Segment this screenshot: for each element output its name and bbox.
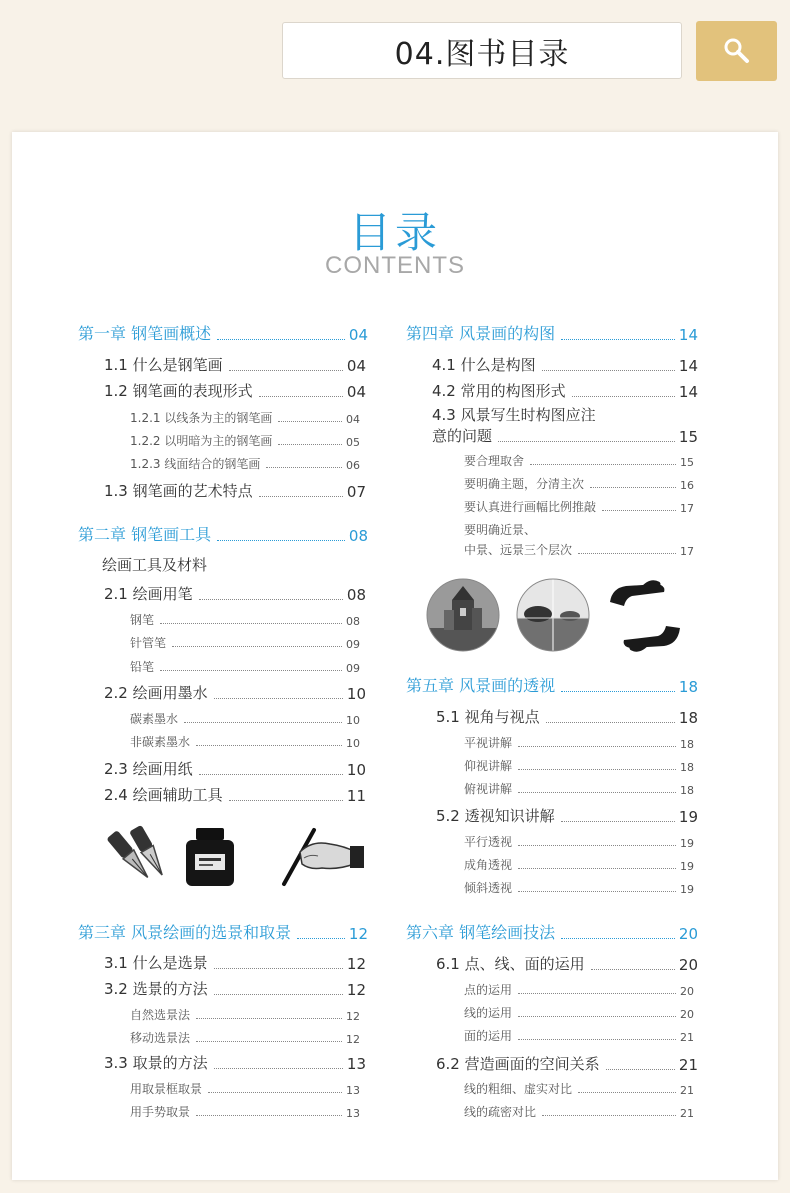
entry-label: 碳素墨水 — [130, 712, 179, 726]
toc-subentry[interactable] — [130, 659, 360, 675]
dot-leader — [518, 868, 676, 869]
page-number: 10 — [346, 761, 366, 779]
toc-entry[interactable] — [432, 405, 698, 425]
toc-subentry[interactable] — [130, 734, 360, 750]
entry-label: 要合理取舍 — [464, 454, 525, 468]
entry-label: 针管笔 — [130, 636, 167, 650]
dot-leader — [184, 722, 342, 723]
toc-subentry[interactable] — [464, 499, 694, 515]
page-number: 15 — [680, 456, 694, 469]
page-number: 20 — [678, 956, 698, 974]
entry-label: 倾斜透视 — [464, 881, 513, 895]
dot-leader — [229, 800, 343, 801]
page-number: 21 — [680, 1084, 694, 1097]
dot-leader — [196, 1115, 342, 1116]
entry-label: 铅笔 — [130, 660, 155, 674]
entry-label: 线的疏密对比 — [464, 1105, 537, 1119]
toc-subentry[interactable] — [130, 1081, 360, 1097]
page-number: 06 — [346, 459, 360, 472]
page-number: 21 — [680, 1107, 694, 1120]
dot-leader — [196, 1041, 342, 1042]
chapter-4[interactable] — [406, 324, 698, 344]
dot-leader — [518, 1039, 676, 1040]
dot-leader — [214, 1068, 343, 1069]
dot-leader — [606, 1069, 675, 1070]
entry-label: 平行透视 — [464, 835, 513, 849]
chapter-5[interactable] — [406, 676, 698, 696]
entry-label: 用手势取景 — [130, 1105, 191, 1119]
entry-label: 6.2 营造画面的空间关系 — [436, 1055, 600, 1073]
toc-subentry[interactable] — [464, 857, 694, 873]
toc-subentry[interactable] — [464, 834, 694, 850]
entry-label: 1.2.3 线面结合的钢笔画 — [130, 457, 261, 471]
entry-label: 要明确近景、 — [464, 523, 537, 537]
toc-subentry[interactable] — [130, 433, 360, 449]
chapter-1[interactable] — [78, 324, 368, 344]
toc-entry[interactable] — [436, 1054, 698, 1074]
toc-heading: 目录 — [348, 208, 441, 257]
entry-label: 自然选景法 — [130, 1008, 191, 1022]
toc-entry[interactable] — [104, 584, 366, 604]
toc-subentry[interactable] — [130, 635, 360, 651]
toc-entry[interactable] — [104, 785, 366, 805]
entry-label: 5.1 视角与视点 — [436, 708, 540, 726]
toc-subentry[interactable] — [464, 735, 694, 751]
dot-leader — [199, 599, 343, 600]
page-number: 12 — [346, 955, 366, 973]
toc-entry[interactable] — [432, 381, 698, 401]
entry-label: 5.2 透视知识讲解 — [436, 807, 555, 825]
page-number: 10 — [346, 737, 360, 750]
ink-bottle-illustration — [182, 826, 238, 888]
entry-label: 绘画工具及材料 — [102, 556, 208, 574]
dot-leader — [259, 496, 343, 497]
dot-leader — [196, 745, 342, 746]
entry-label: 4.1 什么是构图 — [432, 356, 536, 374]
page-title: 04.图书目录 — [394, 36, 570, 72]
dot-leader — [578, 1092, 676, 1093]
dot-leader — [498, 441, 675, 442]
page-number: 12 — [346, 1033, 360, 1046]
toc-subentry[interactable] — [464, 522, 694, 538]
toc-entry[interactable] — [436, 954, 698, 974]
page-number: 12 — [346, 1010, 360, 1023]
entry-label: 面的运用 — [464, 1029, 513, 1043]
toc-subentry[interactable] — [464, 982, 694, 998]
page-number: 20 — [680, 985, 694, 998]
hands-framing-illustration — [602, 578, 688, 654]
dot-leader — [196, 1018, 342, 1019]
entry-label: 移动选景法 — [130, 1031, 191, 1045]
search-button[interactable] — [696, 21, 777, 81]
toc-subentry[interactable] — [464, 542, 694, 558]
page-number: 14 — [678, 326, 698, 344]
page-number: 18 — [680, 761, 694, 774]
chapter-title: 第一章 钢笔画概述 — [78, 324, 212, 343]
dot-leader — [518, 769, 676, 770]
dot-leader — [518, 845, 676, 846]
dot-leader — [172, 646, 342, 647]
dot-leader — [572, 396, 675, 397]
entry-label: 线的运用 — [464, 1006, 513, 1020]
entry-label: 4.3 风景写生时构图应注 — [432, 406, 596, 424]
toc-subentry[interactable] — [464, 453, 694, 469]
entry-label: 要认真进行画幅比例推敲 — [464, 500, 597, 514]
toc-entry[interactable] — [104, 979, 366, 999]
toc-entry[interactable] — [104, 683, 366, 703]
hand-with-pen-illustration — [270, 822, 366, 890]
toc-subentry[interactable] — [130, 1007, 360, 1023]
chapter-3[interactable] — [78, 923, 368, 943]
dot-leader — [266, 467, 342, 468]
page-number: 08 — [346, 586, 366, 604]
entry-label: 意的问题 — [432, 427, 493, 445]
page-number: 20 — [680, 1008, 694, 1021]
castle-photo-illustration — [426, 578, 500, 652]
page-number: 10 — [346, 714, 360, 727]
page-number: 16 — [680, 479, 694, 492]
dot-leader — [518, 891, 676, 892]
dot-leader — [160, 623, 342, 624]
toc-subentry[interactable] — [464, 758, 694, 774]
entry-label: 中景、远景三个层次 — [464, 543, 573, 557]
top-bar — [0, 0, 790, 110]
entry-label: 点的运用 — [464, 983, 513, 997]
page-number: 21 — [678, 1056, 698, 1074]
dot-leader — [214, 968, 343, 969]
dot-leader — [297, 938, 345, 939]
toc-intro — [102, 555, 302, 575]
dot-leader — [590, 487, 676, 488]
page-number: 14 — [678, 383, 698, 401]
entry-label: 1.2.2 以明暗为主的钢笔画 — [130, 434, 273, 448]
dot-leader — [542, 1115, 676, 1116]
page-number: 08 — [348, 527, 368, 545]
chapter-title: 第四章 风景画的构图 — [406, 324, 556, 343]
toc-subentry[interactable] — [130, 1030, 360, 1046]
dot-leader — [602, 510, 676, 511]
dot-leader — [561, 691, 675, 692]
page-number: 20 — [678, 925, 698, 943]
chapter-2[interactable] — [78, 525, 368, 545]
chapter-title: 第二章 钢笔画工具 — [78, 525, 212, 544]
page-number: 19 — [680, 883, 694, 896]
dot-leader — [214, 698, 343, 699]
page-title-box — [282, 22, 682, 79]
entry-label: 钢笔 — [130, 613, 155, 627]
page-number: 21 — [680, 1031, 694, 1044]
chapter-title: 第五章 风景画的透视 — [406, 676, 556, 695]
dot-leader — [561, 339, 675, 340]
page-number: 19 — [680, 860, 694, 873]
dot-leader — [561, 821, 675, 822]
toc-subentry[interactable] — [464, 1028, 694, 1044]
entry-label: 1.2 钢笔画的表现形式 — [104, 382, 253, 400]
dot-leader — [546, 722, 675, 723]
page-number: 13 — [346, 1055, 366, 1073]
page-number: 04 — [346, 357, 366, 375]
page-number: 18 — [678, 709, 698, 727]
toc-entry[interactable] — [104, 381, 366, 401]
chapter-title: 第三章 风景绘画的选景和取景 — [78, 923, 292, 942]
dot-leader — [214, 994, 343, 995]
dot-leader — [217, 540, 345, 541]
dot-leader — [542, 370, 675, 371]
toc-entry[interactable] — [432, 355, 698, 375]
entry-label: 6.1 点、线、面的运用 — [436, 955, 585, 973]
toc-subentry[interactable] — [464, 1005, 694, 1021]
toc-subentry[interactable] — [464, 1104, 694, 1120]
toc-entry[interactable] — [104, 759, 366, 779]
toc-entry[interactable] — [104, 1053, 366, 1073]
page-number: 17 — [680, 545, 694, 558]
page-number: 15 — [678, 428, 698, 446]
toc-entry[interactable] — [104, 481, 366, 501]
dot-leader — [217, 339, 345, 340]
toc-subentry[interactable] — [464, 476, 694, 492]
entry-label: 成角透视 — [464, 858, 513, 872]
dot-leader — [518, 1016, 676, 1017]
entry-label: 3.1 什么是选景 — [104, 954, 208, 972]
page-number: 12 — [348, 925, 368, 943]
toc-subentry[interactable] — [130, 1104, 360, 1120]
entry-label: 非碳素墨水 — [130, 735, 191, 749]
toc-entry[interactable] — [436, 707, 698, 727]
dot-leader — [591, 969, 675, 970]
dot-leader — [208, 1092, 342, 1093]
entry-label: 俯视讲解 — [464, 782, 513, 796]
toc-subentry[interactable] — [130, 410, 360, 426]
page-number: 14 — [678, 357, 698, 375]
page-number: 19 — [678, 808, 698, 826]
entry-label: 用取景框取景 — [130, 1082, 203, 1096]
entry-label: 4.2 常用的构图形式 — [432, 382, 566, 400]
page-number: 09 — [346, 638, 360, 651]
chapter-title: 第六章 钢笔绘画技法 — [406, 923, 556, 942]
dot-leader — [278, 421, 342, 422]
toc-entry[interactable] — [432, 426, 698, 446]
toc-subentry[interactable] — [130, 711, 360, 727]
toc-entry[interactable] — [436, 806, 698, 826]
dot-leader — [278, 444, 342, 445]
toc-heading-en: CONTENTS — [325, 252, 465, 279]
entry-label: 仰视讲解 — [464, 759, 513, 773]
dot-leader — [561, 938, 675, 939]
page-number: 08 — [346, 615, 360, 628]
dot-leader — [518, 792, 676, 793]
entry-label: 2.2 绘画用墨水 — [104, 684, 208, 702]
field-photo-illustration — [516, 578, 590, 652]
dot-leader — [518, 746, 676, 747]
page-number: 17 — [680, 502, 694, 515]
dot-leader — [518, 993, 676, 994]
page-number: 19 — [680, 837, 694, 850]
page-number: 04 — [346, 413, 360, 426]
entry-label: 2.3 绘画用纸 — [104, 760, 193, 778]
page-number: 04 — [348, 326, 368, 344]
magnifier-icon — [722, 36, 752, 66]
dot-leader — [199, 774, 343, 775]
toc-subentry[interactable] — [464, 1081, 694, 1097]
entry-label: 2.1 绘画用笔 — [104, 585, 193, 603]
page-number: 10 — [346, 685, 366, 703]
page-number: 07 — [346, 483, 366, 501]
dot-leader — [259, 396, 343, 397]
entry-label: 线的粗细、虚实对比 — [464, 1082, 573, 1096]
toc-entry[interactable] — [104, 953, 366, 973]
toc-subentry[interactable] — [464, 781, 694, 797]
entry-label: 1.2.1 以线条为主的钢笔画 — [130, 411, 273, 425]
entry-label: 1.3 钢笔画的艺术特点 — [104, 482, 253, 500]
page-number: 05 — [346, 436, 360, 449]
page-number: 12 — [346, 981, 366, 999]
dot-leader — [160, 670, 342, 671]
pen-nibs-illustration — [92, 822, 172, 886]
page-number: 04 — [346, 383, 366, 401]
page-number: 18 — [678, 678, 698, 696]
toc-subentry[interactable] — [464, 880, 694, 896]
page-number: 11 — [346, 787, 366, 805]
dot-leader — [530, 464, 676, 465]
toc-subentry[interactable] — [130, 612, 360, 628]
chapter-6[interactable] — [406, 923, 698, 943]
page-number: 13 — [346, 1084, 360, 1097]
page-number: 18 — [680, 738, 694, 751]
entry-label: 平视讲解 — [464, 736, 513, 750]
dot-leader — [578, 553, 676, 554]
entry-label: 要明确主题，分清主次 — [464, 477, 585, 491]
toc-subentry[interactable] — [130, 456, 360, 472]
page-number: 09 — [346, 662, 360, 675]
entry-label: 2.4 绘画辅助工具 — [104, 786, 223, 804]
toc-entry[interactable] — [104, 355, 366, 375]
entry-label: 1.1 什么是钢笔画 — [104, 356, 223, 374]
dot-leader — [229, 370, 343, 371]
page-number: 13 — [346, 1107, 360, 1120]
toc-page — [12, 132, 778, 1180]
page-number: 18 — [680, 784, 694, 797]
entry-label: 3.3 取景的方法 — [104, 1054, 208, 1072]
entry-label: 3.2 选景的方法 — [104, 980, 208, 998]
